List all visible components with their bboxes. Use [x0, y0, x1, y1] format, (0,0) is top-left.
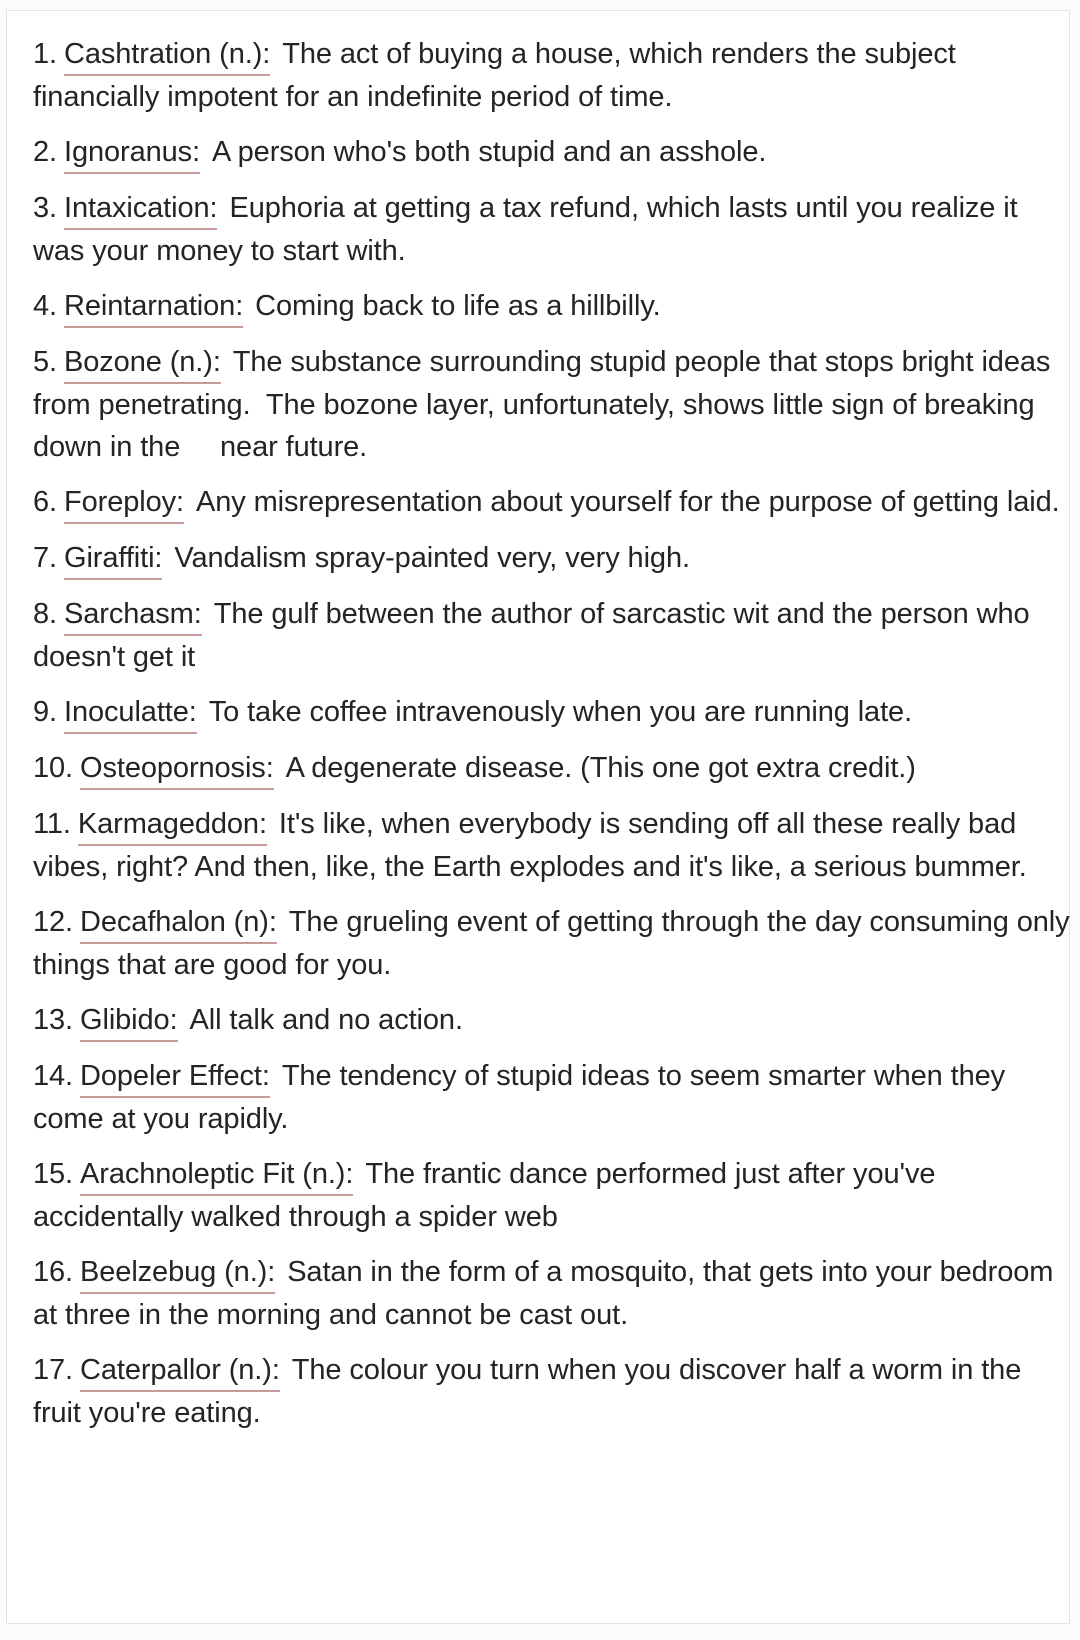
list-item	[33, 999, 1073, 1042]
entry-term: Reintarnation:	[64, 286, 243, 328]
entry-number: 7.	[33, 542, 57, 574]
entry-term: Cashtration (n.):	[64, 34, 270, 76]
list-item	[33, 285, 1073, 328]
list-item	[33, 1153, 1073, 1238]
entry-definition: Euphoria at getting a tax refund, which lasts until you realize it was your money to start with.	[33, 192, 1018, 267]
entry-term: Osteopornosis:	[80, 748, 274, 790]
entry-number: 17.	[33, 1354, 74, 1386]
list-item	[33, 537, 1073, 580]
entry-number: 12.	[33, 906, 74, 938]
entry-term: Foreploy:	[64, 482, 184, 524]
entry-definition: To take coffee intravenously when you are running late.	[208, 696, 913, 728]
entry-number: 10.	[33, 752, 74, 784]
document-frame	[6, 10, 1070, 1624]
entry-term: Arachnoleptic Fit (n.):	[80, 1154, 353, 1196]
entry-definition: The substance surrounding stupid people that stops bright ideas from penetrating. The bozone layer, unfortunately, shows little sign of breaking down in the near future.	[33, 346, 1059, 463]
entry-term: Caterpallor (n.):	[80, 1350, 280, 1392]
list-item	[33, 747, 1073, 790]
list-item	[33, 691, 1073, 734]
entry-number: 13.	[33, 1004, 74, 1036]
entry-definition: Any misrepresentation about yourself for the purpose of getting laid.	[196, 486, 1060, 518]
list-item	[33, 1055, 1073, 1140]
entry-definition: It's like, when everybody is sending off all these really bad vibes, right? And then, like, the Earth explodes and it's like, a serious bummer.	[33, 808, 1027, 883]
entry-term: Beelzebug (n.):	[80, 1252, 275, 1294]
entry-term: Glibido:	[80, 1000, 178, 1042]
list-item	[33, 481, 1073, 524]
entry-number: 5.	[33, 346, 57, 378]
entry-definition: A person who's both stupid and an asshole.	[212, 136, 767, 168]
entry-term: Bozone (n.):	[64, 342, 221, 384]
entry-number: 2.	[33, 136, 57, 168]
list-item	[33, 341, 1073, 468]
entry-number: 15.	[33, 1158, 74, 1190]
list-item	[33, 593, 1073, 678]
definition-list	[33, 33, 1073, 1447]
entry-definition: The act of buying a house, which renders the subject financially impotent for an indefinite period of time.	[33, 38, 956, 113]
entry-term: Ignoranus:	[64, 132, 200, 174]
entry-definition: The colour you turn when you discover half a worm in the fruit you're eating.	[33, 1354, 1022, 1429]
entry-definition: The frantic dance performed just after you've accidentally walked through a spider web	[33, 1158, 936, 1233]
list-item	[33, 901, 1073, 986]
entry-definition: Coming back to life as a hillbilly.	[255, 290, 661, 322]
entry-definition: The grueling event of getting through the day consuming only things that are good for you.	[33, 906, 1070, 981]
list-item	[33, 1349, 1073, 1434]
entry-number: 8.	[33, 598, 57, 630]
entry-number: 6.	[33, 486, 57, 518]
entry-term: Intaxication:	[64, 188, 217, 230]
entry-term: Inoculatte:	[64, 692, 197, 734]
list-item	[33, 33, 1073, 118]
entry-term: Decafhalon (n):	[80, 902, 277, 944]
entry-number: 9.	[33, 696, 57, 728]
entry-definition: The gulf between the author of sarcastic wit and the person who doesn't get it	[33, 598, 1030, 673]
entry-number: 11.	[33, 808, 71, 840]
entry-number: 1.	[33, 38, 57, 70]
entry-term: Karmageddon:	[78, 804, 267, 846]
entry-definition: A degenerate disease. (This one got extra credit.)	[285, 752, 916, 784]
entry-definition: Satan in the form of a mosquito, that gets into your bedroom at three in the morning and cannot be cast out.	[33, 1256, 1054, 1331]
list-item	[33, 187, 1073, 272]
entry-number: 16.	[33, 1256, 74, 1288]
list-item	[33, 803, 1073, 888]
list-item	[33, 131, 1073, 174]
entry-number: 3.	[33, 192, 57, 224]
entry-term: Sarchasm:	[64, 594, 202, 636]
entry-number: 4.	[33, 290, 57, 322]
entry-definition: All talk and no action.	[189, 1004, 463, 1036]
entry-definition: Vandalism spray-painted very, very high.	[174, 542, 690, 574]
entry-term: Dopeler Effect:	[80, 1056, 270, 1098]
entry-number: 14.	[33, 1060, 74, 1092]
entry-term: Giraffiti:	[64, 538, 162, 580]
list-item	[33, 1251, 1073, 1336]
entry-definition: The tendency of stupid ideas to seem smarter when they come at you rapidly.	[33, 1060, 1006, 1135]
